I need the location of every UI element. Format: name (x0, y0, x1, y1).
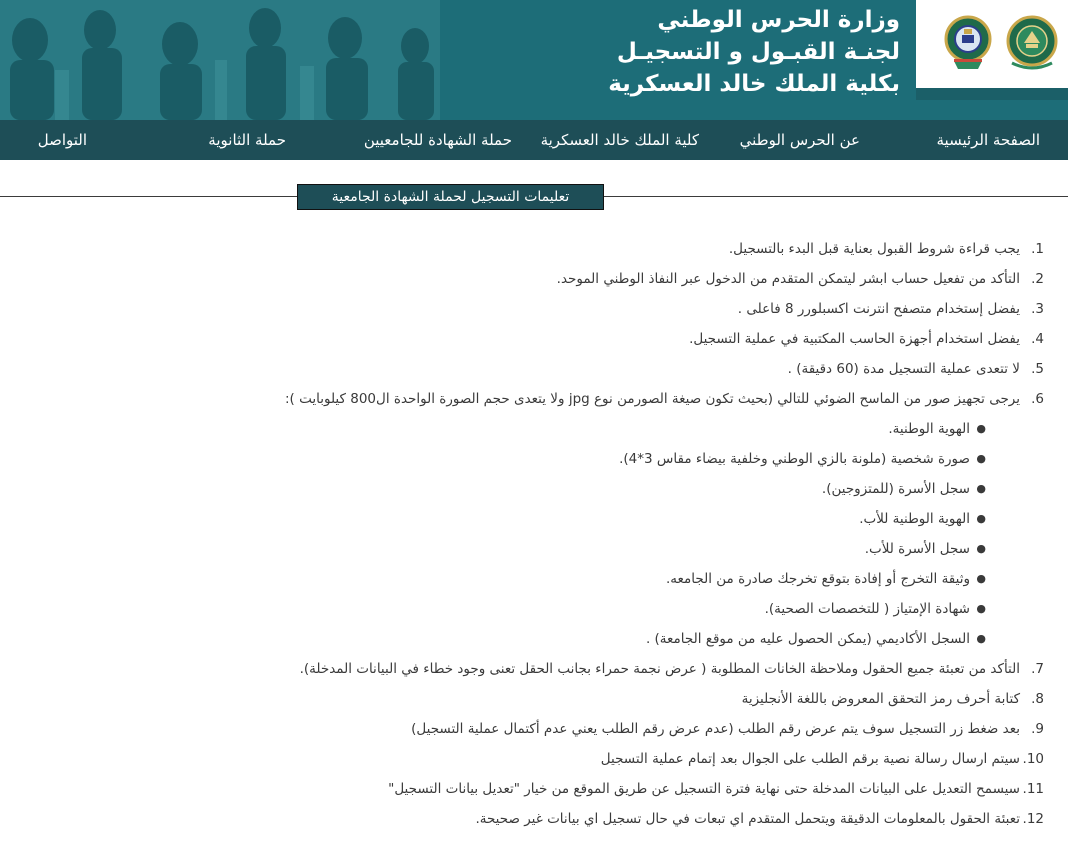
document-item (184, 564, 1044, 594)
item-text: سيسمح التعديل على البيانات المدخلة حتى نهاية فترة التسجيل عن طريق الموقع من خيار "تعديل بيانات التسجيل" (388, 781, 1020, 797)
bullet-icon: ● (976, 602, 986, 615)
bullet-icon: ● (976, 422, 986, 435)
bullet-icon: ● (976, 632, 986, 645)
item-number: 4. (1031, 331, 1044, 347)
national-guard-emblem-icon (1004, 13, 1060, 73)
document-text: شهادة الإمتياز ( للتخصصات الصحية). (764, 601, 970, 617)
item-text: التأكد من تفعيل حساب ابشر ليتمكن المتقدم من الدخول عبر النفاذ الوطني الموحد. (556, 271, 1020, 287)
item-number: 11. (1022, 781, 1044, 797)
nav-item-high-school[interactable]: حملة الثانوية (208, 131, 286, 149)
item-text: سيتم ارسال رسالة نصية برقم الطلب على الجوال بعد إتمام عملية التسجيل (600, 751, 1020, 767)
document-item (184, 534, 1044, 564)
nav-item-university-graduates[interactable]: حملة الشهادة للجامعيين (363, 131, 512, 149)
item-text: يرجى تجهيز صور من الماسح الضوئي للتالي (بحيث تكون صيغة الصورمن نوع jpg ولا يتعدى حجم الصورة الواحدة ال800 كيلوبايت ): (285, 391, 1020, 407)
list-item (184, 294, 1044, 324)
instructions-list (184, 234, 1044, 834)
list-item (184, 324, 1044, 354)
item-number: 9. (1031, 721, 1044, 737)
list-item (184, 354, 1044, 384)
item-number: 5. (1031, 361, 1044, 377)
list-item (184, 744, 1044, 774)
item-number: 12. (1022, 811, 1044, 827)
document-text: الهوية الوطنية للأب. (859, 511, 970, 527)
banner-photo-collage (0, 0, 440, 120)
item-number: 2. (1031, 271, 1044, 287)
document-text: سجل الأسرة للأب. (864, 541, 970, 557)
nav-item-king-khalid-academy[interactable]: كلية الملك خالد العسكرية (540, 131, 699, 149)
document-text: سجل الأسرة (للمتزوجين). (821, 481, 970, 497)
document-item (184, 474, 1044, 504)
item-text: بعد ضغط زر التسجيل سوف يتم عرض رقم الطلب (عدم عرض رقم الطلب يعني عدم أكتمال عملية التسجيل) (411, 721, 1020, 737)
document-item (184, 624, 1044, 654)
bullet-icon: ● (976, 572, 986, 585)
item-number: 7. (1031, 661, 1044, 677)
nav-item-home[interactable]: الصفحة الرئيسية (936, 131, 1040, 149)
item-number: 8. (1031, 691, 1044, 707)
title-line-college: بكلية الملك خالد العسكرية (608, 71, 900, 97)
document-text: الهوية الوطنية. (888, 421, 970, 437)
bullet-icon: ● (976, 482, 986, 495)
list-item (184, 804, 1044, 834)
document-item (184, 594, 1044, 624)
nav-item-about-national-guard[interactable]: عن الحرس الوطني (739, 131, 860, 149)
item-number: 10. (1022, 751, 1044, 767)
item-text: يجب قراءة شروط القبول بعناية قبل البدء بالتسجيل. (728, 241, 1020, 257)
site-header (0, 0, 1068, 120)
logo-panel-bar (916, 88, 1068, 100)
bullet-icon: ● (976, 512, 986, 525)
document-text: صورة شخصية (ملونة بالزي الوطني وخلفية بيضاء مقاس 3*4). (619, 451, 970, 467)
logo-panel (916, 0, 1068, 100)
list-item (184, 264, 1044, 294)
section-title: تعليمات التسجيل لحملة الشهادة الجامعية (297, 184, 604, 210)
item-number: 3. (1031, 301, 1044, 317)
document-item (184, 504, 1044, 534)
main-nav (0, 120, 1068, 160)
item-text: يفضل استخدام أجهزة الحاسب المكتبية في عملية التسجيل. (689, 331, 1020, 347)
bullet-icon: ● (976, 542, 986, 555)
site-title (608, 4, 900, 100)
list-item (184, 684, 1044, 714)
item-text: تعبئة الحقول بالمعلومات الدقيقة ويتحمل المتقدم اي تبعات في حال تسجيل اي بيانات غير صحيحة. (475, 811, 1020, 827)
list-item (184, 234, 1044, 264)
item-text: يفضل إستخدام متصفح انترنت اكسبلورر 8 فاعلى . (737, 301, 1020, 317)
item-number: 1. (1031, 241, 1044, 257)
item-text: لا تتعدى عملية التسجيل مدة (60 دقيقة) . (787, 361, 1020, 377)
title-line-committee: لجنـة القبـول و التسجيـل (616, 39, 900, 65)
nav-item-contact[interactable]: التواصل (37, 131, 87, 149)
item-text: كتابة أحرف رمز التحقق المعروض باللغة الأنجليزية (741, 691, 1020, 707)
document-text: السجل الأكاديمي (يمكن الحصول عليه من موقع الجامعة) . (645, 631, 970, 647)
document-item (184, 444, 1044, 474)
list-item (184, 654, 1044, 684)
military-academy-emblem-icon (940, 13, 996, 73)
list-item (184, 774, 1044, 804)
item-number: 6. (1031, 391, 1044, 407)
list-item (184, 714, 1044, 744)
item-text: التأكد من تعبئة جميع الحقول وملاحظة الخانات المطلوبة ( عرض نجمة حمراء بجانب الحقل تعنى وجود خطاء في البيانات المدخلة). (299, 661, 1020, 677)
document-item (184, 414, 1044, 444)
title-line-ministry: وزارة الحرس الوطني (657, 7, 900, 33)
document-text: وثيقة التخرج أو إفادة بتوقع تخرجك صادرة من الجامعه. (666, 571, 970, 587)
bullet-icon: ● (976, 452, 986, 465)
list-item (184, 384, 1044, 414)
